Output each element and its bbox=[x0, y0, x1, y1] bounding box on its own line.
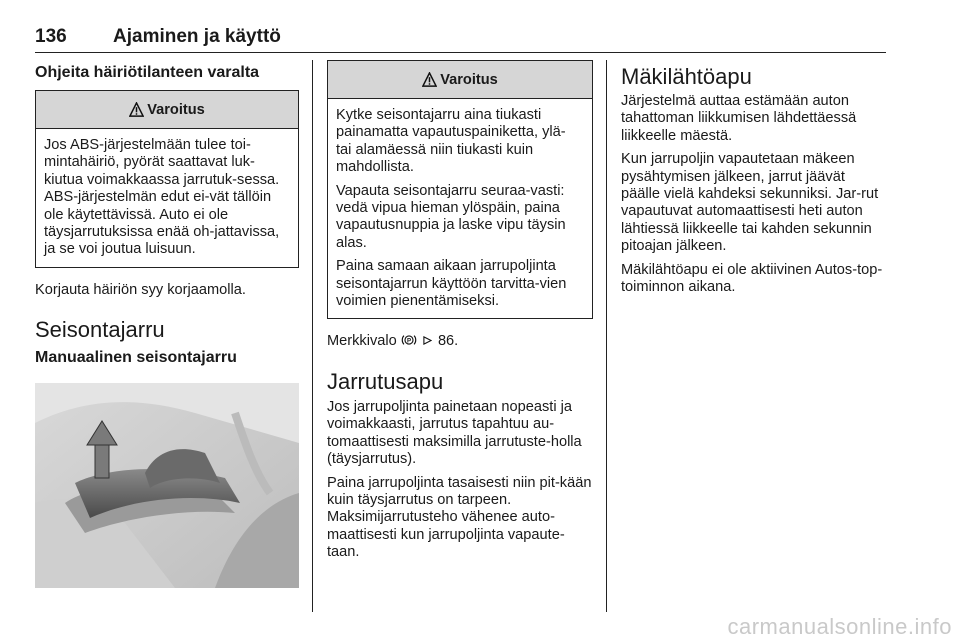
svg-text:P: P bbox=[406, 338, 411, 346]
brake-assist-paragraph: Jos jarrupoljinta painetaan nopeasti ja voimakkaasti, jarrutus tapahtuu au-tomaattisesti maksimilla jarrutuste-holla (täysjarrutus). bbox=[327, 398, 582, 468]
indicator-line bbox=[327, 333, 593, 350]
parking-brake-warning-box bbox=[327, 60, 593, 319]
warning-text: Jos ABS-järjestelmään tulee toi-mintahäiriö, pyörät saattavat luk-kiutua voimakkaassa jarrutuk-sessa. ABS-järjestelmän edut ei-vät tällöin ole käytettävissä. Auto ei ole täysjarrutuksissa enää oh-jattavissa, ja se voi joutua luisuun. bbox=[44, 137, 280, 258]
column-middle bbox=[327, 60, 593, 568]
warning-paragraph: Kytke seisontajarru aina tiukasti painamatta vapautuspainiketta, ylä- tai alamäessä niin tiukasti kuin mahdollista. bbox=[336, 107, 566, 176]
column-divider bbox=[312, 60, 313, 612]
warning-paragraph: Vapauta seisontajarru seuraa-vasti: vedä vipua hieman ylöspäin, paina vapautusnuppia ja laske vipu täysin alas. bbox=[336, 182, 566, 251]
warning-title: Varoitus bbox=[440, 71, 498, 88]
fault-heading: Ohjeita häiriötilanteen varalta bbox=[35, 64, 260, 81]
brake-indicator-icon bbox=[401, 333, 417, 347]
warning-header bbox=[36, 91, 298, 129]
page-number: 136 bbox=[35, 26, 67, 47]
brake-assist-paragraph: Paina jarrupoljinta tasaisesti niin pit-kään kuin täysjarrutus on tarpeen. Maksimijarrutusteho vähenee auto-maattisesti kun jarrupoljinta vapaute-taan. bbox=[327, 474, 592, 561]
warning-body bbox=[328, 99, 592, 318]
warning-triangle-icon bbox=[422, 72, 437, 87]
warning-triangle-icon bbox=[129, 102, 144, 117]
chapter-title: Ajaminen ja käyttö bbox=[113, 26, 281, 47]
watermark: carmanualsonline.info bbox=[727, 614, 952, 639]
hill-start-assist-title: Mäkilähtöapu bbox=[621, 64, 752, 89]
brake-assist-title: Jarrutusapu bbox=[327, 368, 444, 394]
column-divider bbox=[606, 60, 607, 612]
column-left bbox=[35, 60, 299, 588]
manual-brake-subtitle: Manuaalinen seisontajarru bbox=[35, 349, 237, 367]
page-header bbox=[35, 26, 886, 53]
page-reference-icon bbox=[423, 336, 432, 345]
hill-start-paragraph: Mäkilähtöapu ei ole aktiivinen Autos-top-toiminnon aikana. bbox=[621, 261, 883, 296]
hill-start-paragraph: Järjestelmä auttaa estämään auton tahattoman liikkumisen lähdettäessä liikkeelle mäestä. bbox=[621, 93, 857, 144]
warning-body bbox=[36, 129, 298, 267]
column-right bbox=[621, 60, 887, 302]
indicator-label: Merkkivalo bbox=[327, 333, 397, 350]
hill-start-paragraph: Kun jarrupoljin vapautetaan mäkeen pysähtymisen jälkeen, jarrut jäävät päälle vielä kahdeksi sekunniksi. Jar-rut vapautuvat automaattisesti heti auton lähtiessä liikkeelle tai kahden sekunnin pitoajan jälkeen. bbox=[621, 151, 879, 255]
warning-title: Varoitus bbox=[147, 101, 205, 118]
parking-brake-image bbox=[35, 383, 299, 588]
indicator-page-ref[interactable]: 86. bbox=[437, 333, 459, 350]
abs-warning-box bbox=[35, 90, 299, 268]
warning-paragraph: Paina samaan aikaan jarrupoljinta seisontajarrun käyttöön tarvitta-vien voimien pienentämiseksi. bbox=[336, 258, 567, 310]
repair-text: Korjauta häiriön syy korjaamolla. bbox=[35, 281, 246, 298]
warning-header bbox=[328, 61, 592, 99]
parking-brake-title: Seisontajarru bbox=[35, 317, 165, 343]
